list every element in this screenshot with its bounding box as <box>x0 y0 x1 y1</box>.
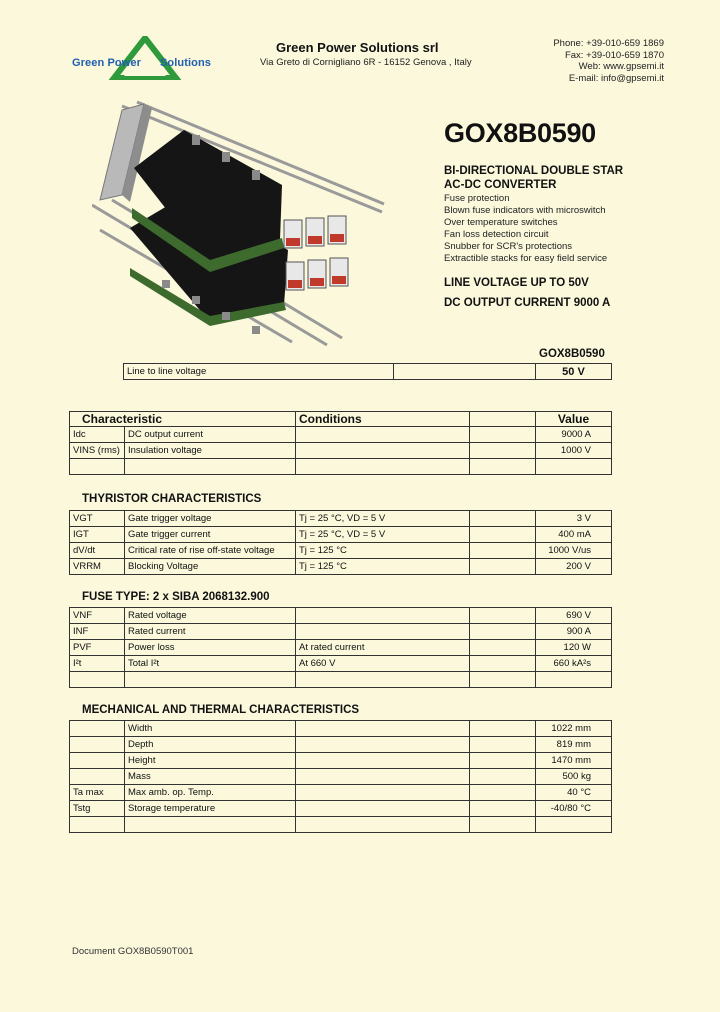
cell-condition: At 660 V <box>296 656 470 672</box>
empty-cell <box>470 801 536 817</box>
company-address: Via Greto di Cornigliano 6R - 16152 Genova , Italy <box>260 57 472 68</box>
cell-condition <box>296 624 470 640</box>
empty-cell <box>470 785 536 801</box>
cell-description: Rated current <box>125 624 296 640</box>
empty-cell <box>470 753 536 769</box>
cell-symbol <box>70 769 125 785</box>
cell-description: Mass <box>125 769 296 785</box>
cell-symbol <box>70 753 125 769</box>
empty-cell <box>470 543 536 559</box>
product-image <box>92 100 392 350</box>
table-row <box>70 672 612 688</box>
header-conditions: Conditions <box>296 412 470 427</box>
contact-email[interactable]: E-mail: info@gpsemi.it <box>568 72 664 84</box>
cell-value: 690 V <box>536 608 612 624</box>
table-row <box>70 608 612 624</box>
company-name: Green Power Solutions srl <box>276 40 439 55</box>
cell-symbol: INF <box>70 624 125 640</box>
table-row <box>70 511 612 527</box>
cell-symbol: VGT <box>70 511 125 527</box>
header-value: Value <box>536 412 612 427</box>
cell-value: 900 A <box>536 624 612 640</box>
feature-item: Fan loss detection circuit <box>444 229 549 240</box>
line-voltage-value: 50 V <box>536 364 612 380</box>
table-row <box>70 801 612 817</box>
table-row <box>70 785 612 801</box>
empty-cell <box>394 364 536 380</box>
cell-description: DC output current <box>125 427 296 443</box>
table-row <box>70 443 612 459</box>
empty-cell <box>470 721 536 737</box>
cell-condition <box>296 769 470 785</box>
table-row <box>124 364 612 380</box>
cell-value: 819 mm <box>536 737 612 753</box>
cell-condition <box>296 721 470 737</box>
cell-value: -40/80 °C <box>536 801 612 817</box>
thyristor-table <box>69 510 612 575</box>
cell-value <box>536 817 612 833</box>
table-row <box>70 527 612 543</box>
cell-value: 1000 V <box>536 443 612 459</box>
empty-cell <box>470 459 536 475</box>
cell-condition <box>296 753 470 769</box>
feature-item: Extractible stacks for easy field service <box>444 253 608 264</box>
cell-value <box>536 672 612 688</box>
empty-cell <box>470 817 536 833</box>
empty-cell <box>470 624 536 640</box>
table-row <box>70 769 612 785</box>
cell-condition: At rated current <box>296 640 470 656</box>
mechanical-table <box>69 720 612 833</box>
cell-condition <box>296 443 470 459</box>
empty-cell <box>470 527 536 543</box>
cell-description: Total I²t <box>125 656 296 672</box>
empty-cell <box>470 769 536 785</box>
cell-symbol: IGT <box>70 527 125 543</box>
empty-cell <box>470 427 536 443</box>
feature-item: Over temperature switches <box>444 217 558 228</box>
table-row <box>70 543 612 559</box>
cell-description: Height <box>125 753 296 769</box>
cell-condition: Tj = 25 °C, VD = 5 V <box>296 527 470 543</box>
cell-value: 500 kg <box>536 769 612 785</box>
table-row <box>70 721 612 737</box>
cell-description <box>125 459 296 475</box>
cell-description: Max amb. op. Temp. <box>125 785 296 801</box>
table-row <box>70 656 612 672</box>
description-line-2: AC-DC CONVERTER <box>444 179 557 191</box>
table-row <box>70 817 612 833</box>
company-logo <box>70 36 220 80</box>
empty-cell <box>470 640 536 656</box>
empty-cell <box>470 608 536 624</box>
cell-condition <box>296 785 470 801</box>
line-voltage-table <box>123 363 612 380</box>
cell-symbol: VRRM <box>70 559 125 575</box>
cell-value: 1022 mm <box>536 721 612 737</box>
cell-description: Width <box>125 721 296 737</box>
cell-description: Rated voltage <box>125 608 296 624</box>
spec-dc-current: DC OUTPUT CURRENT 9000 A <box>444 297 611 309</box>
cell-condition <box>296 459 470 475</box>
cell-condition: Tj = 25 °C, VD = 5 V <box>296 511 470 527</box>
cell-value: 200 V <box>536 559 612 575</box>
table-header-row <box>70 412 612 427</box>
cell-condition: Tj = 125 °C <box>296 559 470 575</box>
cell-symbol: dV/dt <box>70 543 125 559</box>
cell-description: Power loss <box>125 640 296 656</box>
cell-symbol <box>70 737 125 753</box>
empty-cell <box>470 672 536 688</box>
cell-description <box>125 817 296 833</box>
contact-fax: Fax: +39-010-659 1870 <box>564 49 664 61</box>
table-row <box>70 753 612 769</box>
description-line-1: BI-DIRECTIONAL DOUBLE STAR <box>444 165 624 177</box>
product-description <box>444 164 623 192</box>
cell-condition <box>296 817 470 833</box>
cell-condition: Tj = 125 °C <box>296 543 470 559</box>
contact-phone: Phone: +39-010-659 1869 <box>553 38 664 49</box>
cell-value: 1470 mm <box>536 753 612 769</box>
contact-web[interactable]: Web: www.gpsemi.it <box>578 61 664 72</box>
cell-description: Storage temperature <box>125 801 296 817</box>
cell-symbol <box>70 721 125 737</box>
cell-symbol: PVF <box>70 640 125 656</box>
header-characteristic: Characteristic <box>70 412 296 427</box>
table-row <box>70 559 612 575</box>
cell-description: Gate trigger voltage <box>125 511 296 527</box>
empty-cell <box>470 511 536 527</box>
cell-condition <box>296 608 470 624</box>
document-id: Document GOX8B0590T001 <box>72 946 194 957</box>
logo-text-left: Green Power <box>72 57 141 69</box>
cell-condition <box>296 801 470 817</box>
cell-value: 660 kA²s <box>536 656 612 672</box>
cell-condition <box>296 737 470 753</box>
cell-value: 120 W <box>536 640 612 656</box>
cell-condition <box>296 672 470 688</box>
cell-symbol <box>70 459 125 475</box>
cell-symbol: Idc <box>70 427 125 443</box>
spec-line-voltage: LINE VOLTAGE UP TO 50V <box>444 277 589 289</box>
table-row <box>70 427 612 443</box>
table-row <box>70 624 612 640</box>
cell-value: 1000 V/us <box>536 543 612 559</box>
cell-description: Insulation voltage <box>125 443 296 459</box>
cell-value: 3 V <box>536 511 612 527</box>
cell-symbol: Ta max <box>70 785 125 801</box>
feature-item: Snubber for SCR's protections <box>444 241 573 252</box>
line-table-header: GOX8B0590 <box>539 348 605 360</box>
table-row <box>70 459 612 475</box>
cell-description: Depth <box>125 737 296 753</box>
fuse-table <box>69 607 612 688</box>
feature-item: Blown fuse indicators with microswitch <box>444 205 606 216</box>
cell-value: 9000 A <box>536 427 612 443</box>
fuse-section-title: FUSE TYPE: 2 x SIBA 2068132.900 <box>82 591 270 603</box>
empty-cell <box>470 412 536 427</box>
contact-block <box>553 38 664 84</box>
cell-description: Blocking Voltage <box>125 559 296 575</box>
table-row <box>70 640 612 656</box>
cell-condition <box>296 427 470 443</box>
product-code: GOX8B0590 <box>444 118 596 148</box>
cell-symbol: Tstg <box>70 801 125 817</box>
logo-text-right: Solutions <box>160 57 212 69</box>
feature-item: Fuse protection <box>444 193 510 204</box>
feature-list <box>444 193 607 265</box>
cell-value <box>536 459 612 475</box>
cell-symbol <box>70 672 125 688</box>
cell-value: 40 °C <box>536 785 612 801</box>
cell-symbol: VNF <box>70 608 125 624</box>
cell-description: Gate trigger current <box>125 527 296 543</box>
line-voltage-label: Line to line voltage <box>124 364 394 380</box>
empty-cell <box>470 737 536 753</box>
cell-description <box>125 672 296 688</box>
empty-cell <box>470 443 536 459</box>
empty-cell <box>470 559 536 575</box>
cell-description: Critical rate of rise off-state voltage <box>125 543 296 559</box>
empty-cell <box>470 656 536 672</box>
mechanical-section-title: MECHANICAL AND THERMAL CHARACTERISTICS <box>82 704 360 716</box>
characteristics-table <box>69 411 612 475</box>
cell-symbol: I²t <box>70 656 125 672</box>
cell-symbol <box>70 817 125 833</box>
cell-symbol: VINS (rms) <box>70 443 125 459</box>
cell-value: 400 mA <box>536 527 612 543</box>
table-row <box>70 737 612 753</box>
thyristor-section-title: THYRISTOR CHARACTERISTICS <box>82 493 262 505</box>
